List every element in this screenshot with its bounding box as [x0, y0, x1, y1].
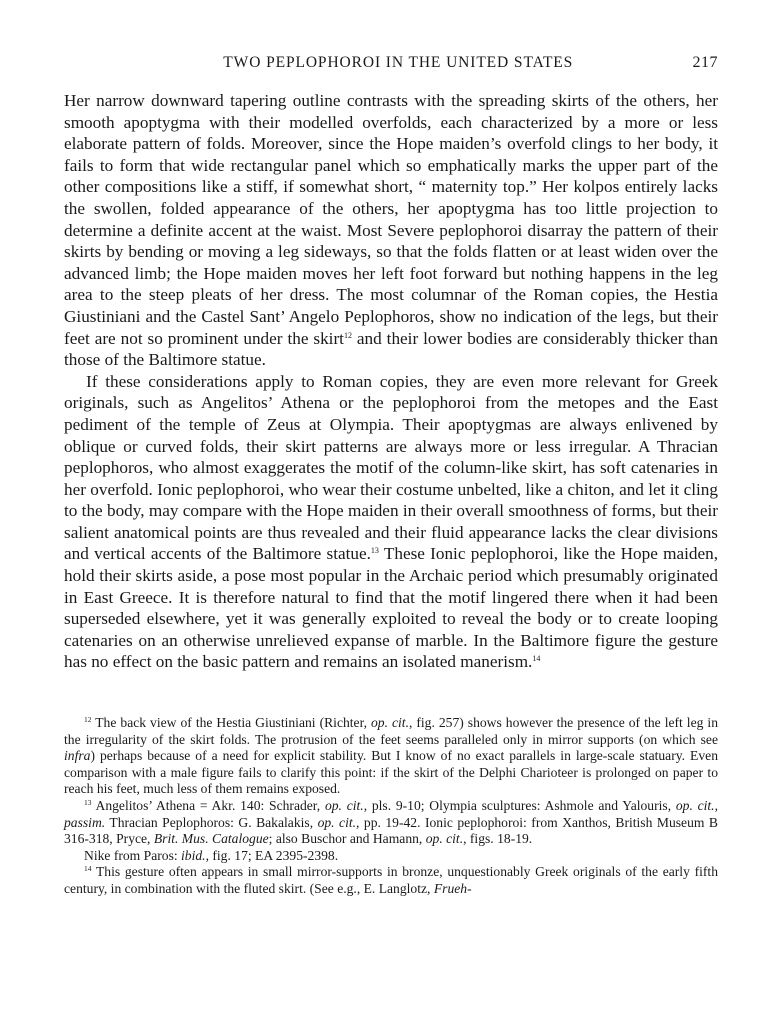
footnote-italic: op. cit., passim.	[64, 798, 718, 830]
footnote-text: Nike from Paros:	[84, 847, 182, 863]
footnote-ref-14: 14	[532, 654, 541, 664]
footnote-italic: op. cit.	[317, 814, 357, 830]
footnote-ref-12: 12	[343, 330, 352, 340]
footnote-ref-13: 13	[370, 546, 379, 556]
footnote-text: Angelitos’ Athena = Akr. 140: Schrader,	[91, 798, 325, 813]
footnote-text: The back view of the Hestia Giustiniani (Richter,	[91, 715, 371, 731]
footnote-text: , fig. 257) shows however the presence of the left leg in the irregularity of the skirt folds. The protrusion of the feet seems paralleled only in mirror supports (on which see	[64, 715, 718, 747]
footnote-text: Thracian Peplophoros: G. Bakalakis,	[105, 814, 318, 830]
footnote-13-continued	[64, 848, 718, 865]
footnote-text: ; also Buschor and Hamann,	[268, 831, 426, 847]
footnote-text: This gesture often appears in small mirror-supports in bronze, unquestionably Greek originals of the early fifth century, in combination with the fluted skirt. (See e.g., E. Langlotz,	[64, 864, 718, 896]
footnote-12	[64, 715, 718, 798]
paragraph-2-text-cont: These Ionic peplophoroi, like the Hope maiden, hold their skirts aside, a pose most popular in the Archaic period which presumably originated in East Greece. It is therefore natural to find that the motif lingered there when it had been superseded elsewhere, yet it was generally exploited to reveal the body or to create looping catenaries on an otherwise unrelieved expanse of marble. In the Baltimore figure the gesture has no effect on the basic pattern and remains an isolated manerism.	[64, 544, 718, 672]
running-head	[64, 54, 718, 72]
footnote-13	[64, 798, 718, 848]
footnotes	[64, 715, 718, 898]
footnote-text: , pp. 19-42. Ionic peplophoroi: from Xanthos, British Museum B 316-318, Pryce,	[64, 814, 718, 847]
footnote-italic: op. cit.	[425, 831, 464, 847]
body-text	[64, 90, 718, 673]
footnote-number: 13	[84, 798, 92, 807]
footnote-italic: op. cit.	[324, 798, 364, 813]
footnote-number: 12	[84, 715, 92, 725]
footnote-italic: Brit. Mus. Catalogue	[153, 831, 269, 847]
footnote-text: , figs. 18-19.	[463, 831, 533, 847]
page-number: 217	[692, 54, 718, 71]
running-title: TWO PEPLOPHOROI IN THE UNITED STATES	[223, 54, 574, 71]
footnote-italic: infra	[64, 748, 91, 764]
page	[64, 54, 718, 898]
paragraph-1-text-cont: and their lower bodies are considerably thicker than those of the Baltimore statue.	[64, 328, 718, 370]
paragraph-2-text: If these considerations apply to Roman copies, they are even more relevant for Greek originals, such as Angelitos’ Athena or the peplophoroi from the metopes and the East pediment of the temple of Zeus at Olympia. Their apoptygmas are always enlivened by oblique or curved folds, their skirt patterns are always more or less irregular. A Thracian peplophoros, who almost exaggerates the motif of the column-like skirt, has soft catenaries in her overfold. Ionic peplophoroi, who wear their costume unbelted, like a chiton, and let it cling to the body, may compare with the Hope maiden in their overall smoothness of forms, but their salient anatomical points are thus revealed and their fluid appearance lacks the clear divisions and vertical accents of the Baltimore statue.	[64, 371, 718, 564]
paragraph-2	[64, 371, 718, 673]
footnote-italic: Frueh-	[433, 880, 472, 896]
footnote-text: ) perhaps because of a need for explicit stability. But I know of no exact parallels in large-scale statuary. Even comparison with a male figure fails to clarify this point: if the skirt of the Delphi Charioteer is prolonged on paper to reach his feet, much less of them remains exposed.	[64, 748, 718, 797]
footnote-text: , pls. 9-10; Olympia sculptures: Ashmole and Yalouris,	[363, 798, 676, 813]
footnote-italic: ibid.	[181, 847, 206, 863]
paragraph-1-text: Her narrow downward tapering outline contrasts with the spreading skirts of the others, her smooth apoptygma with their modelled overfolds, each characterized by a more or less elaborate pattern of folds. Moreover, since the Hope maiden’s overfold clings to her body, it fails to form that wide rectangular panel which so emphatically marks the upper part of the other compositions like a stiff, if somewhat short, “ maternity top.” Her kolpos entirely lacks the swollen, folded appearance of the others, her apoptygma has too little projection to determine a definite accent at the waist. Most Severe peplophoroi disarray the pattern of their skirts by bending or moving a leg sideways, so that the folds flatten or at least widen over the advanced limb; the Hope maiden moves her left foot forward but nothing happens in the leg area to the steep pleats of her dress. The most columnar of the Roman copies, the Hestia Giustiniani and the Castel Sant’ Angelo Peplophoros, show no indication of the legs, but their feet are not so prominent under the skirt	[64, 91, 718, 348]
footnote-14	[64, 864, 718, 897]
footnote-number: 14	[84, 864, 92, 874]
paragraph-1	[64, 90, 718, 371]
footnote-italic: op. cit.	[370, 715, 409, 731]
footnote-text: , fig. 17; EA 2395-2398.	[205, 847, 339, 863]
